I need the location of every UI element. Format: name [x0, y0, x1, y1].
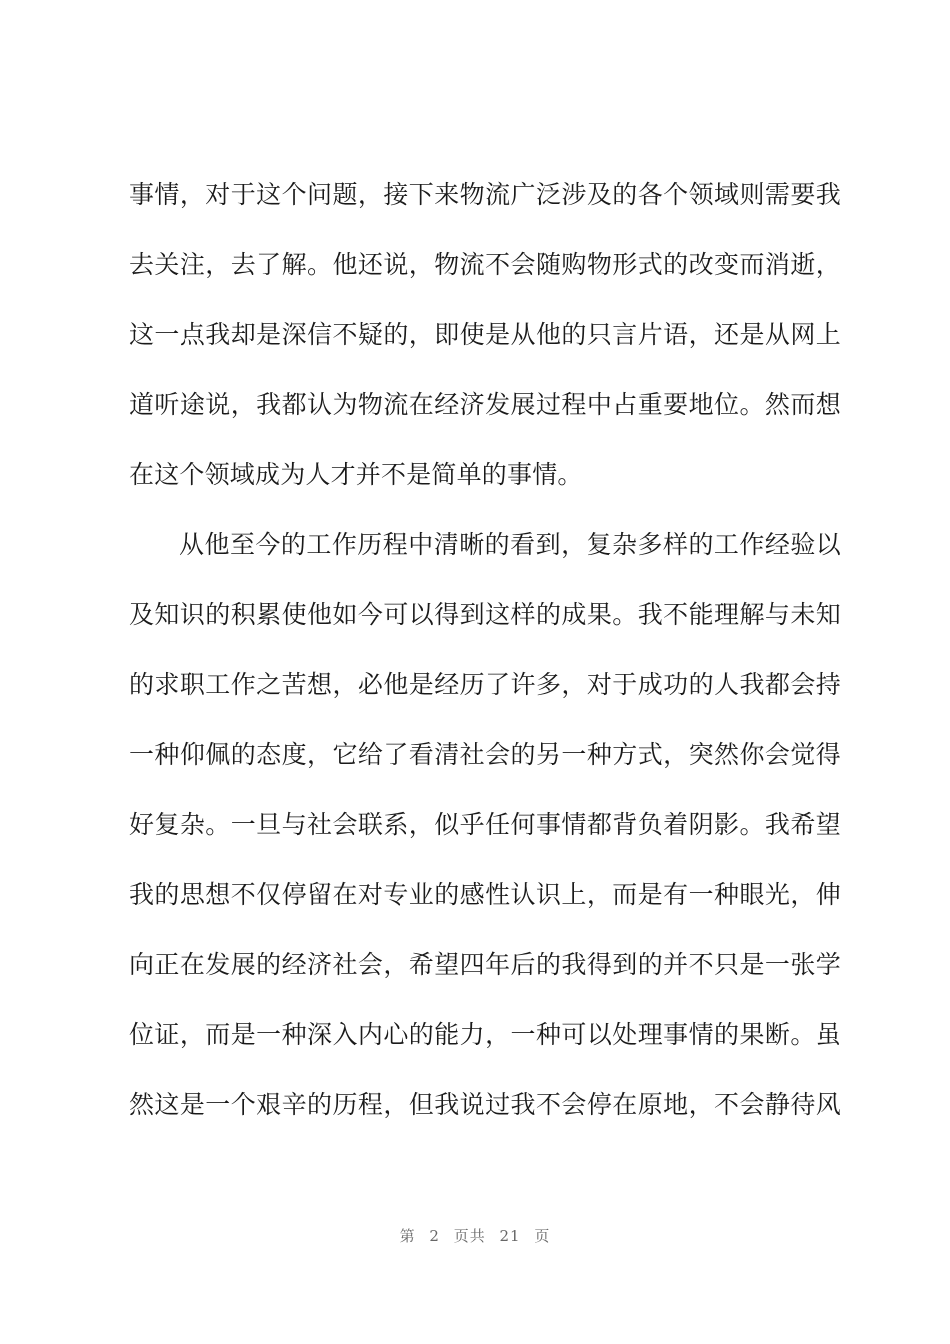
text-line: 向正在发展的经济社会，希望四年后的我得到的并不只是一张学 [129, 950, 841, 979]
text-line: 位证，而是一种深入内心的能力，一种可以处理事情的果断。虽 [129, 1020, 841, 1049]
text-line: 的求职工作之苦想，必他是经历了许多，对于成功的人我都会持 [129, 670, 841, 699]
text-line: 道听途说，我都认为物流在经济发展过程中占重要地位。然而想 [129, 390, 841, 419]
text-line: 事情，对于这个问题，接下来物流广泛涉及的各个领域则需要我 [129, 180, 841, 209]
paragraph-first-line: 从他至今的工作历程中清晰的看到，复杂多样的工作经验以 [179, 530, 841, 559]
text-line: 去关注，去了解。他还说，物流不会随购物形式的改变而消逝， [129, 250, 841, 279]
text-line: 这一点我却是深信不疑的，即使是从他的只言片语，还是从网上 [129, 320, 841, 349]
text-line: 好复杂。一旦与社会联系，似乎任何事情都背负着阴影。我希望 [129, 810, 841, 839]
text-line: 在这个领域成为人才并不是简单的事情。 [129, 460, 583, 489]
text-line: 然这是一个艰辛的历程，但我说过我不会停在原地，不会静待风 [129, 1090, 841, 1119]
text-line: 及知识的积累使他如今可以得到这样的成果。我不能理解与未知 [129, 600, 841, 629]
page-number-footer: 第 2 页共 21 页 [399, 1227, 551, 1245]
text-line: 我的思想不仅停留在对专业的感性认识上，而是有一种眼光，伸 [129, 880, 841, 909]
text-line: 一种仰佩的态度，它给了看清社会的另一种方式，突然你会觉得 [129, 740, 841, 769]
